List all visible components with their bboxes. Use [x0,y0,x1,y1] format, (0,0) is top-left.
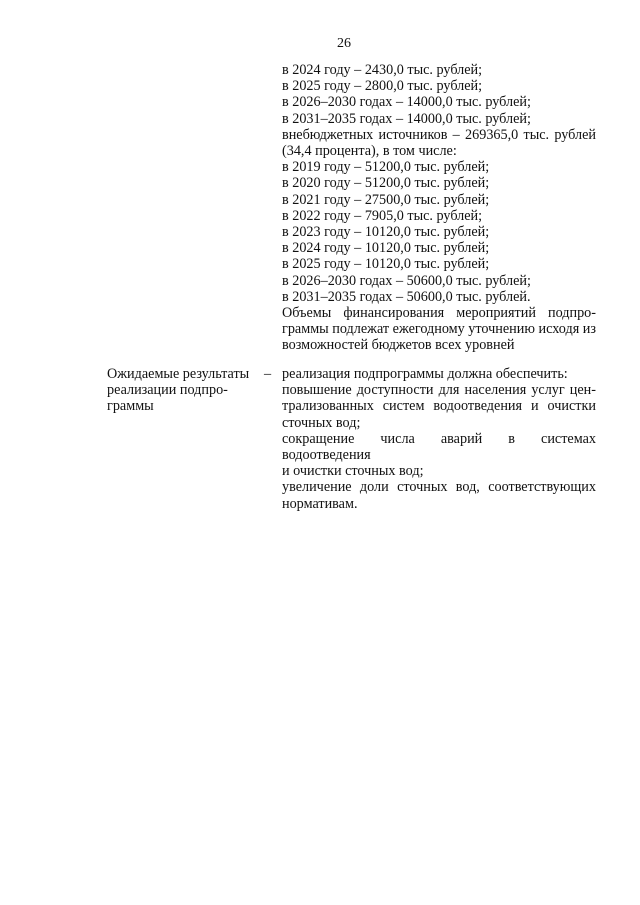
financing-line: в 2024 году – 2430,0 тыс. рублей; [282,62,483,78]
extrabudget-year-line: в 2023 году – 10120,0 тыс. рублей; [282,224,490,241]
financing-block [282,62,596,354]
result-line: сокращение числа аварий в системах водоотведения [282,430,596,464]
expected-results-label [107,366,257,415]
note-line: возможностей бюджетов всех уровней [282,337,515,354]
result-line: увеличение доли сточных вод, соответствующих [282,479,596,496]
extrabudget-year-line: в 2019 году – 51200,0 тыс. рублей; [282,159,490,176]
label-line: Ожидаемые результаты [107,366,250,382]
financing-line: в 2031–2035 годах – 14000,0 тыс. рублей; [282,110,531,127]
result-line: нормативам. [282,495,358,512]
result-line: сточных вод; [282,414,361,431]
label-line: реализации подпро- [107,382,228,399]
extrabudget-total: внебюджетных источников – 269365,0 тыс. рублей [282,126,596,143]
result-line: реализация подпрограммы должна обеспечить: [282,366,568,382]
extrabudget-share: (34,4 процента), в том числе: [282,143,457,160]
label-line: граммы [107,398,154,415]
extrabudget-year-line: в 2026–2030 годах – 50600,0 тыс. рублей; [282,272,531,289]
extrabudget-year-line: в 2022 году – 7905,0 тыс. рублей; [282,207,483,224]
page-number: 26 [337,36,351,51]
extrabudget-year-line: в 2025 году – 10120,0 тыс. рублей; [282,256,490,273]
financing-line: в 2025 году – 2800,0 тыс. рублей; [282,78,483,95]
extrabudget-year-line: в 2020 году – 51200,0 тыс. рублей; [282,175,490,192]
expected-results-content [282,366,596,512]
dash-separator: – [264,366,272,382]
financing-line: в 2026–2030 годах – 14000,0 тыс. рублей; [282,94,531,111]
result-line: трализованных систем водоотведения и очистки [282,398,596,415]
extrabudget-year-line: в 2024 году – 10120,0 тыс. рублей; [282,240,490,257]
result-line: повышение доступности для населения услуг цен- [282,382,596,399]
extrabudget-year-line: в 2021 году – 27500,0 тыс. рублей; [282,191,490,208]
result-line: и очистки сточных вод; [282,463,424,480]
note-line: Объемы финансирования мероприятий подпро- [282,305,596,322]
note-line: граммы подлежат ежегодному уточнению исходя из [282,321,596,338]
extrabudget-year-line: в 2031–2035 годах – 50600,0 тыс. рублей. [282,288,531,305]
